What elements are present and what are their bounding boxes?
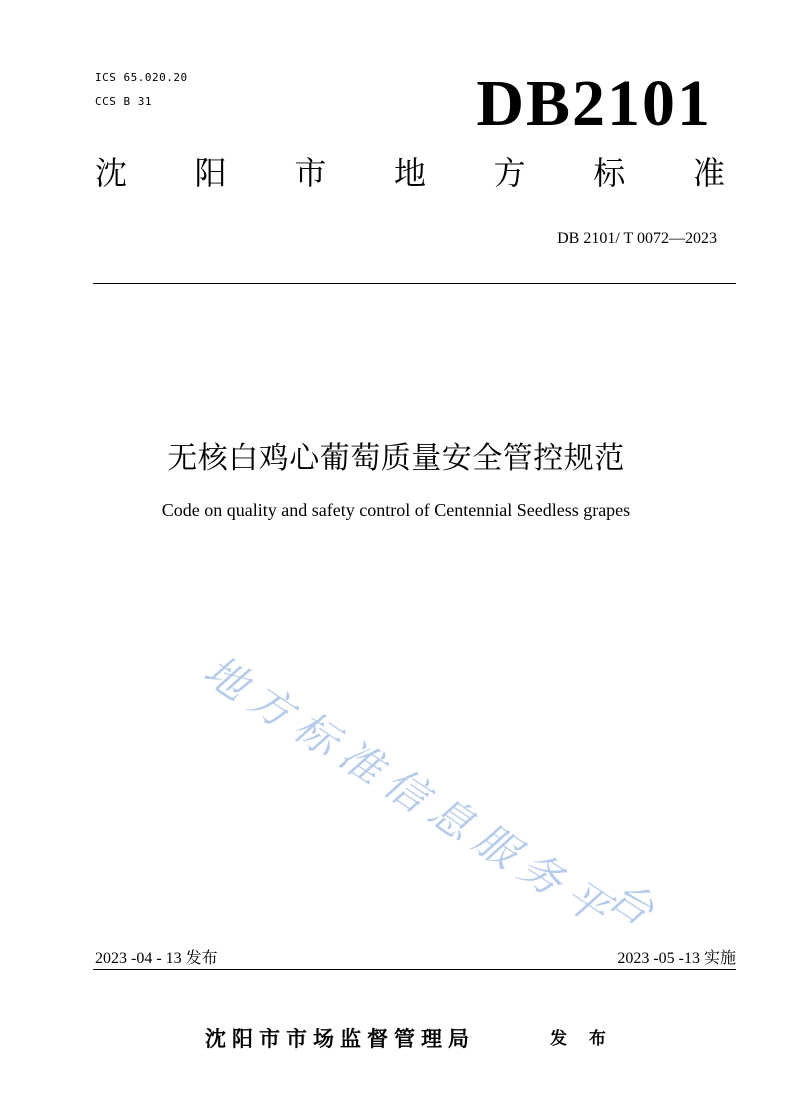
watermark-char: 信 (375, 757, 438, 822)
watermark-char: 标 (285, 701, 348, 766)
watermark-char: 务 (510, 841, 573, 906)
db-code-logo: DB2101 (476, 67, 712, 140)
watermark-char: 平 (555, 869, 618, 934)
ics-code: ICS 65.020.20 (95, 71, 188, 84)
watermark (195, 645, 645, 945)
issue-date: 2023 -04 - 13 发布 (95, 950, 218, 967)
standard-type-char: 市 (294, 154, 327, 192)
watermark-char: 服 (465, 813, 528, 878)
standard-type-char: 标 (593, 154, 626, 192)
publish-label: 发 布 (550, 1029, 614, 1049)
footer-divider (93, 969, 736, 970)
standard-type-heading (95, 150, 725, 196)
standard-type-char: 地 (393, 154, 426, 192)
watermark-char: 方 (240, 673, 303, 738)
watermark-char: 息 (420, 785, 483, 850)
standard-type-char: 沈 (95, 154, 128, 192)
standard-type-char: 方 (493, 154, 526, 192)
header-divider (93, 283, 736, 284)
watermark-char: 地 (195, 645, 258, 710)
standard-type-char: 阳 (194, 154, 227, 192)
standard-number: DB 2101/ T 0072—2023 (557, 230, 717, 247)
ccs-code: CCS B 31 (95, 95, 152, 108)
document-title-chinese: 无核白鸡心葡萄质量安全管控规范 (167, 441, 625, 476)
standard-type-char: 准 (692, 154, 725, 192)
document-title-english: Code on quality and safety control of Centennial Seedless grapes (161, 500, 631, 520)
publisher-name: 沈阳市市场监督管理局 (205, 1027, 475, 1051)
implementation-date: 2023 -05 -13 实施 (617, 950, 736, 967)
watermark-char: 台 (600, 870, 663, 935)
watermark-char: 准 (330, 729, 393, 794)
